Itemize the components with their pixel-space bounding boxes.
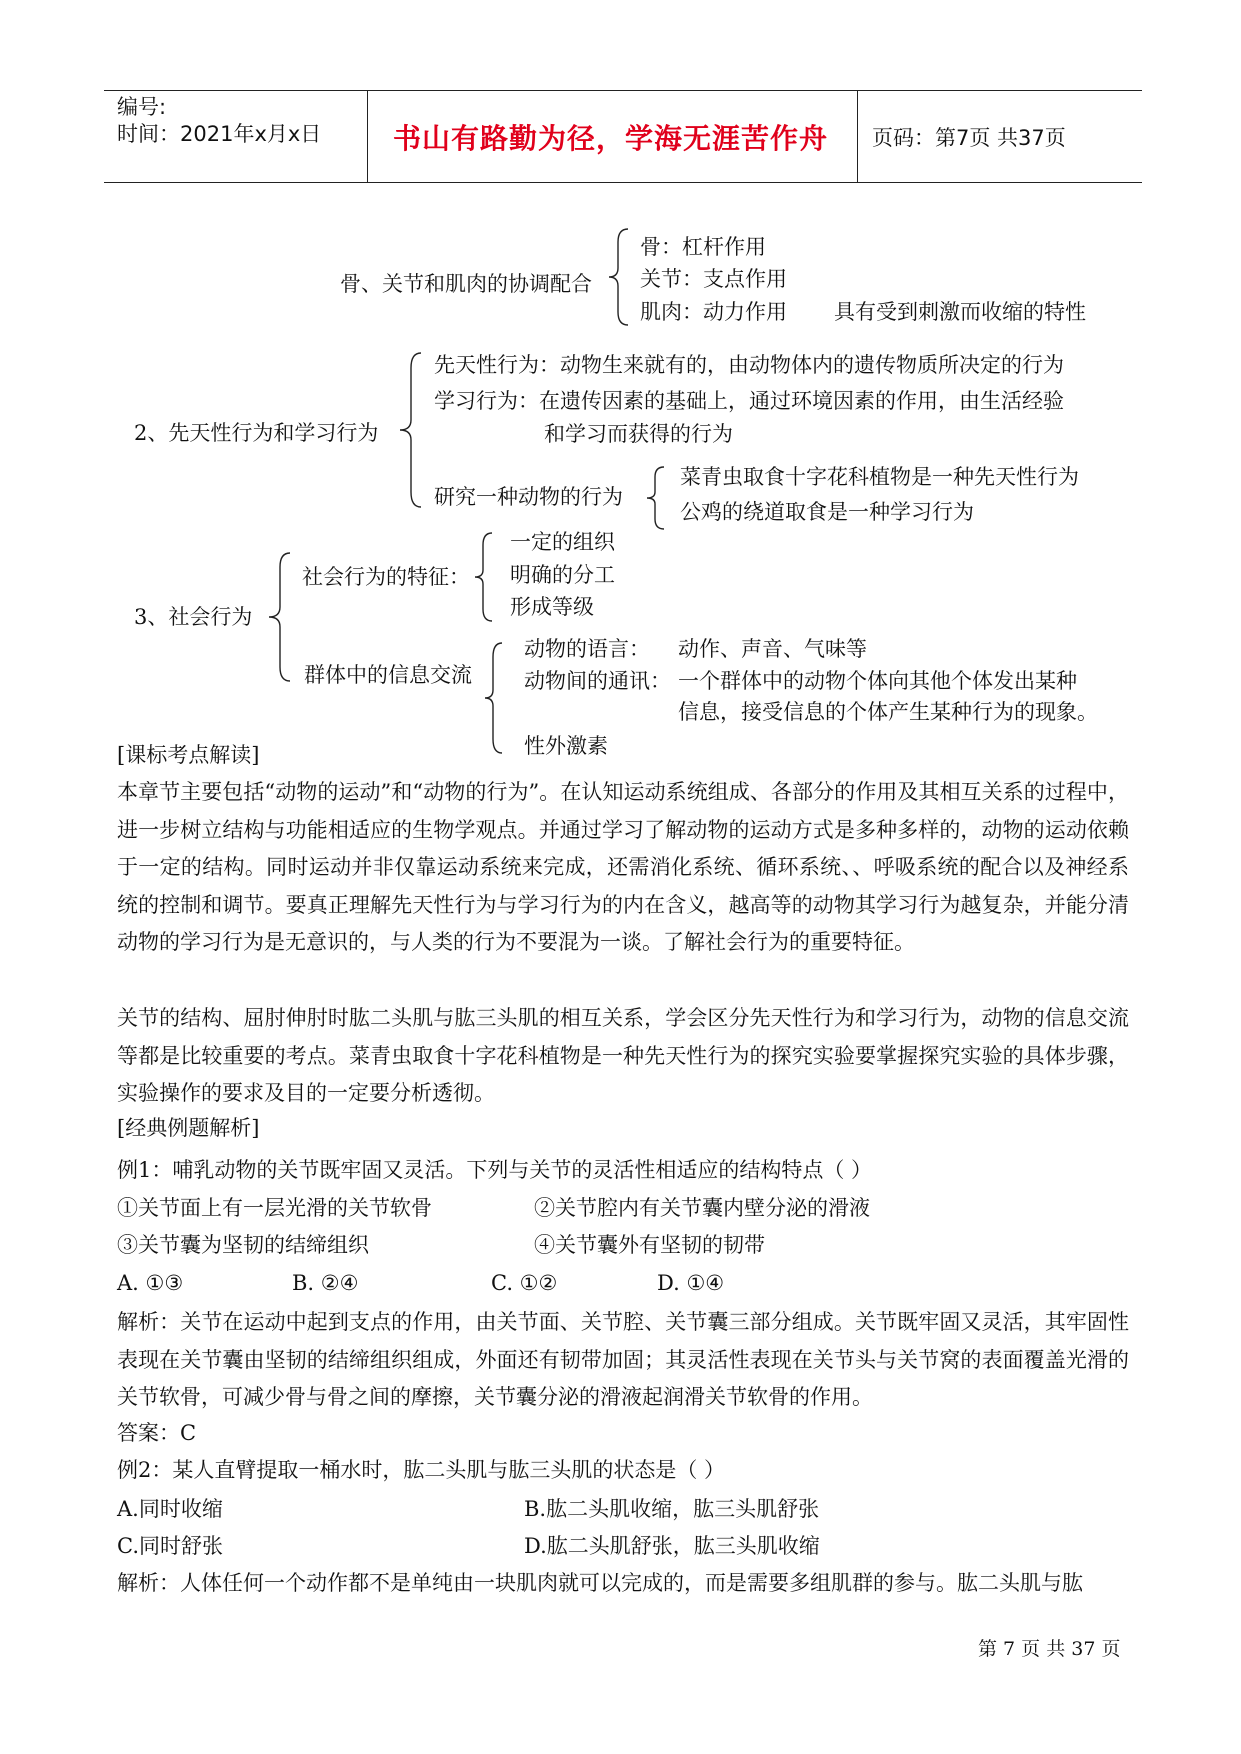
- muscle-note: 具有受到刺激而收缩的特性: [834, 300, 1086, 324]
- curriculum-paragraph-2: 关节的结构、屈肘伸肘时肱二头肌与肱三头肌的相互关系，学会区分先天性行为和学习行为，动物的信息交流等都是比较重要的考点。菜青虫取食十字花科植物是一种先天性行为的探究实验要掌握探究实验的具体步骤，实验操作的要求及目的一定要分析透彻。: [117, 1006, 1129, 1105]
- research-brace: [646, 466, 666, 530]
- example1-question: 例1：哺乳动物的关节既牢固又灵活。下列与关节的灵活性相适应的结构特点（ ）: [117, 1158, 873, 1182]
- motto: 书山有路勤为径，学海无涯苦作舟: [393, 122, 829, 155]
- serial-label: 编号:: [117, 95, 167, 119]
- bone-tree-brace: [608, 228, 630, 326]
- feature-item-3: 形成等级: [510, 595, 594, 619]
- bone-tree-root: 骨、关节和肌肉的协调配合: [340, 272, 592, 296]
- features-brace: [474, 532, 494, 622]
- header-divider-right: [857, 90, 858, 183]
- example2-choice-b: B.肱二头肌收缩，肱三头肌舒张: [524, 1497, 820, 1521]
- example1-option-1: ①关节面上有一层光滑的关节软骨: [117, 1196, 432, 1220]
- date-line: 时间：2021年x月x日: [117, 122, 322, 146]
- example1-choice-a: A. ①③: [117, 1271, 184, 1295]
- page-info: 页码：第7页 共37页: [872, 126, 1066, 150]
- header-divider-left: [367, 90, 368, 183]
- pheromone-item: 性外激素: [524, 734, 608, 758]
- example1-option-3: ③关节囊为坚韧的结缔组织: [117, 1233, 369, 1257]
- social-tree-root: 3、社会行为: [134, 605, 253, 629]
- section-heading-examples: [经典例题解析]: [117, 1116, 260, 1140]
- example1-choice-c: C. ①②: [491, 1271, 558, 1295]
- page-number-footer: 第 7 页 共 37 页: [978, 1638, 1121, 1660]
- example2-question: 例2：某人直臂提取一桶水时，肱二头肌与肱三头肌的状态是（ ）: [117, 1458, 726, 1482]
- section-heading-curriculum: [课标考点解读]: [117, 743, 260, 767]
- bone-item-1: 骨：杠杆作用: [640, 235, 766, 259]
- header-top-rule: [104, 90, 1142, 91]
- animal-communication-label: 动物间的通讯：: [524, 669, 671, 693]
- example1-analysis: 解析：关节在运动中起到支点的作用，由关节面、关节腔、关节囊三部分组成。关节既牢固又灵活，其牢固性表现在关节囊由坚韧的结缔组织组成，外面还有韧带加固；其灵活性表现在关节头与关节窝的表面覆盖光滑的关节软骨，可减少骨与骨之间的摩擦，关节囊分泌的滑液起润滑关节软骨的作用。: [117, 1310, 1129, 1409]
- example1-option-2: ②关节腔内有关节囊内壁分泌的滑液: [534, 1196, 870, 1220]
- info-exchange-label: 群体中的信息交流: [304, 663, 472, 687]
- example1-choice-b: B. ②④: [292, 1271, 359, 1295]
- example1-option-4: ④关节囊外有坚韧的韧带: [534, 1233, 765, 1257]
- social-features-label: 社会行为的特征：: [302, 565, 470, 589]
- feature-item-2: 明确的分工: [510, 563, 615, 587]
- header-bottom-rule: [104, 182, 1142, 183]
- example1-choice-d: D. ①④: [657, 1271, 725, 1295]
- example2-choice-d: D.肱二头肌舒张，肱三头肌收缩: [524, 1534, 820, 1558]
- info-exchange-brace: [484, 642, 504, 754]
- behavior-tree-brace: [399, 352, 423, 508]
- learned-behavior-line2: 和学习而获得的行为: [544, 422, 733, 446]
- innate-behavior: 先天性行为：动物生来就有的，由动物体内的遗传物质所决定的行为: [434, 353, 1064, 377]
- animal-communication-line1: 一个群体中的动物个体向其他个体发出某种: [678, 669, 1077, 693]
- bone-item-2: 关节：支点作用: [640, 267, 787, 291]
- behavior-tree-root: 2、先天性行为和学习行为: [134, 421, 379, 445]
- feature-item-1: 一定的组织: [510, 530, 615, 554]
- example2-choice-a: A.同时收缩: [117, 1497, 223, 1521]
- example1-answer: 答案：C: [117, 1421, 197, 1445]
- animal-language-value: 动作、声音、气味等: [678, 637, 867, 661]
- learned-behavior-line1: 学习行为：在遗传因素的基础上，通过环境因素的作用，由生活经验: [434, 389, 1064, 413]
- curriculum-paragraph-1: 本章节主要包括“动物的运动”和“动物的行为”。在认知运动系统组成、各部分的作用及其相互关系的过程中，进一步树立结构与功能相适应的生物学观点。并通过学习了解动物的运动方式是多种多样的，动物的运动依赖于一定的结构。同时运动并非仅靠运动系统来完成，还需消化系统、循环系统、、呼吸系统的配合以及神经系统的控制和调节。要真正理解先天性行为与学习行为的内在含义，越高等的动物其学习行为越复杂，并能分清动物的学习行为是无意识的，与人类的行为不要混为一谈。了解社会行为的重要特征。: [117, 780, 1129, 954]
- animal-communication-line2: 信息，接受信息的个体产生某种行为的现象。: [678, 700, 1098, 724]
- example2-analysis: 解析：人体任何一个动作都不是单纯由一块肌肉就可以完成的，而是需要多组肌群的参与。肱二头肌与肱: [117, 1571, 1083, 1595]
- bone-item-3: 肌肉：动力作用: [640, 300, 787, 324]
- example2-choice-c: C.同时舒张: [117, 1534, 223, 1558]
- animal-language-label: 动物的语言：: [524, 637, 650, 661]
- social-tree-brace: [268, 552, 292, 682]
- research-item-1: 菜青虫取食十字花科植物是一种先天性行为: [680, 465, 1079, 489]
- research-label: 研究一种动物的行为: [434, 485, 623, 509]
- research-item-2: 公鸡的绕道取食是一种学习行为: [680, 500, 974, 524]
